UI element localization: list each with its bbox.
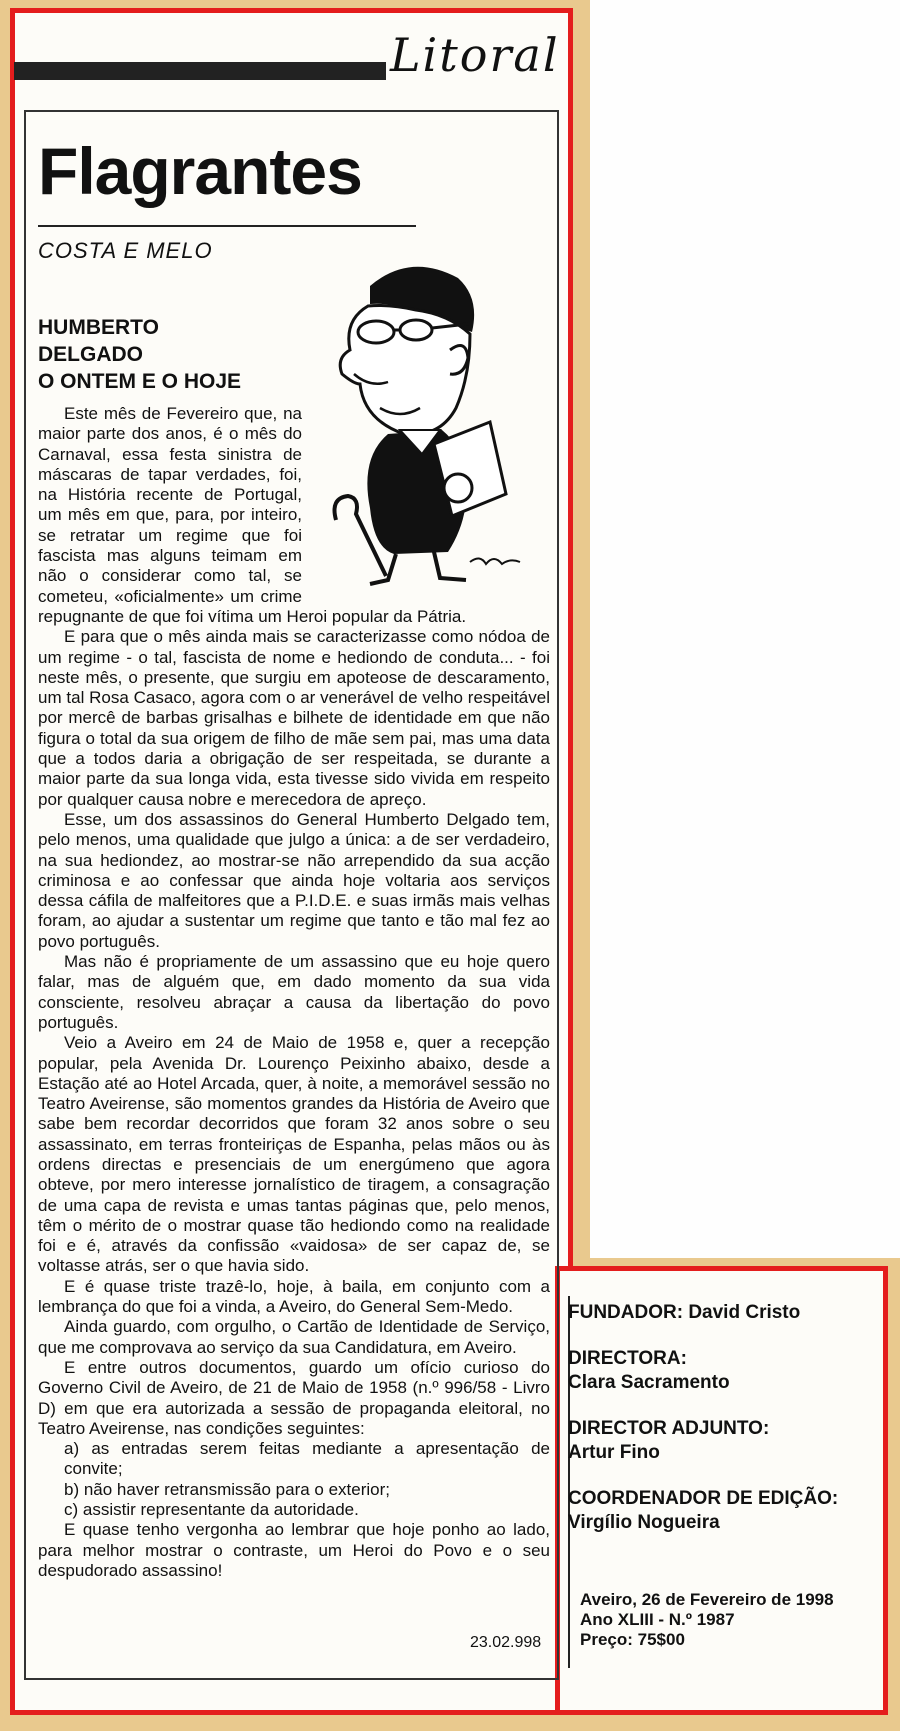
section-bar xyxy=(14,62,386,80)
staff-editor xyxy=(568,1487,880,1535)
staff-role: FUNDADOR: xyxy=(568,1302,684,1323)
staff-deputy-director xyxy=(568,1417,880,1465)
section-title: Litoral xyxy=(390,28,560,82)
issue-date: Aveiro, 26 de Fevereiro de 1998 xyxy=(580,1590,834,1609)
staff-name: David Cristo xyxy=(688,1302,801,1323)
title-rule xyxy=(38,225,416,227)
headline-line: DELGADO xyxy=(38,343,143,366)
list-item: b) não haver retransmissão para o exterior; xyxy=(64,1479,390,1499)
issue-price: Preço: 75$00 xyxy=(580,1630,685,1649)
staff-role: DIRECTOR ADJUNTO: xyxy=(568,1418,770,1439)
staff-founder xyxy=(568,1301,880,1325)
issue-info xyxy=(580,1590,834,1650)
staff-role: DIRECTORA: xyxy=(568,1348,687,1369)
blank-area xyxy=(590,0,900,1258)
paragraph: E para que o mês ainda mais se caracterizasse como nódoa de um regime - o tal, fascista de nome e hediondo de conduta... - foi neste mês, o presente, que surgiu em apoteose de descaramento, um tal Rosa Casaco, agora com o ar venerável de velho respeitável por mercê de barbas grisalhas e bilhete de identidade em que não figura o total da sua origem de filho de mãe sem pai, mas uma data que a todos daria a obrigação de ser respeitada, se durante a maior parte da sua longa vida, esta tivesse sido vivida em respeito por qualquer causa nobre e merecedora de apreço. xyxy=(38,627,550,809)
staff-director xyxy=(568,1347,880,1395)
headline-line: HUMBERTO xyxy=(38,316,159,339)
article-body xyxy=(38,404,550,1581)
paragraph: Ainda guardo, com orgulho, o Cartão de Identidade de Serviço, que me comprovava ao serviço da sua Candidatura, em Aveiro. xyxy=(38,1317,550,1357)
staff-name: Artur Fino xyxy=(568,1442,660,1463)
staff-name: Clara Sacramento xyxy=(568,1372,730,1393)
paragraph: E é quase triste trazê-lo, hoje, à baila, em conjunto com a lembrança do que foi a vinda, a Aveiro, do General Sem-Medo. xyxy=(38,1276,550,1317)
paragraph: E quase tenho vergonha ao lembrar que hoje ponho ao lado, para melhor mostrar o contraste, um Heroi do Povo e o seu despudorado assassino! xyxy=(38,1520,550,1580)
paragraph: Este mês de Fevereiro que, na maior parte dos anos, é o mês do Carnaval, essa festa sinistra de máscaras de tapar verdades, foi, na História recente de Portugal, um mês em que, para, por inteiro, se retratar um regime que foi fascista mas alguns teimam em não o considerar como tal, se cometeu, «oficialmente» um crime repugnante de que foi vítima um Heroi popular da Pátria. xyxy=(38,404,467,626)
conditions-list xyxy=(38,1439,550,1520)
staff-list xyxy=(568,1301,880,1557)
paragraph: Esse, um dos assassinos do General Humberto Delgado tem, pelo menos, uma qualidade que julgo a única: a de ser verdadeiro, na sua hediondez, ao mostrar-se não arrependido da sua acção criminosa e ao confessar que ainda hoje voltaria aos serviços dessa cáfila de malfeitores que a P.I.D.E. e suas irmãs mais velhas foram, ao ajudar a sustentar um regime que tanto e tão mal fez ao povo português. xyxy=(38,809,550,951)
article-date: 23.02.998 xyxy=(470,1634,542,1651)
list-item: c) assistir representante da autoridade. xyxy=(64,1500,359,1520)
headline-line: O ONTEM E O HOJE xyxy=(38,370,242,393)
author-byline: COSTA E MELO xyxy=(38,238,213,263)
paragraph: E entre outros documentos, guardo um ofício curioso do Governo Civil de Aveiro, de 21 de Maio de 1958 (n.º 996/58 - Livro D) em que era autorizada a sessão de propaganda eleitoral, no Teatro Aveirense, nas condições seguintes: xyxy=(38,1357,550,1438)
issue-number: Ano XLIII - N.º 1987 xyxy=(580,1610,735,1629)
list-item: a) as entradas serem feitas mediante a apresentação de convite; xyxy=(64,1439,550,1479)
staff-role: COORDENADOR DE EDIÇÃO: xyxy=(568,1488,839,1509)
staff-name: Virgílio Nogueira xyxy=(568,1512,720,1533)
column-title: Flagrantes xyxy=(38,134,362,208)
article-headline xyxy=(38,314,278,395)
paragraph: Veio a Aveiro em 24 de Maio de 1958 e, quer a recepção popular, pela Avenida Dr. Lourenço Peixinho abaixo, desde a Estação até ao Hotel Arcada, quer, à noite, a memorável sessão no Teatro Aveirense, são momentos grandes da História de Aveiro que sabe bem recordar decorridos que foram 32 anos sobre o seu assassinato, em terras fronteiriças de Espanha, pelas mãos ou às ordens directas e presenciais de um energúmeno que agora obteve, por mero interesse jornalístico de tiragem, a consagração de uma capa de revista e umas tantas páginas que, pelo menos, têm o mérito de o mostrar quase tão hediondo como na realidade foi e é, através da confissão «vaidosa» de ser capaz de, se voltasse atrás, ser o que havia sido. xyxy=(38,1033,550,1276)
paragraph: Mas não é propriamente de um assassino que eu hoje quero falar, mas de alguém que, em dado momento da sua vida consciente, resolveu abraçar a causa da libertação do povo português. xyxy=(38,952,550,1032)
